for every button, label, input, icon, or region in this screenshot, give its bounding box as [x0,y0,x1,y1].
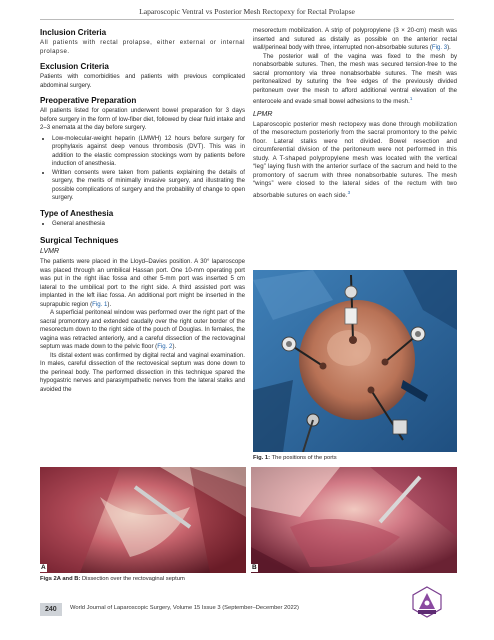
mesh-paragraph: mesorectum mobilization. A strip of polypropylene (3 × 20-cm) mesh was inserted and sutured as distally as possible on the anterior rectal wall/perineal body with three, interrupted non-absorbable sutures (Fig. 3). [253,27,457,51]
lvmr-paragraph-1: The patients were placed in the Lloyd–Davies position. A 30° laparoscope was placed through an umbilical Hassan port. One 10-mm operating port was put in the right iliac fossa and other 5-mm port was inserted 5 cm lateral to the umbilical port to the right side. A third assisted port was implanted in the left iliac fossa. An additional port might be inserted in the suprapubic region (Fig. 1). [40,258,245,308]
list-item: • Low-molecular-weight heparin (LMWH) 12 hours before surgery for prophylaxis against deep venous thrombosis (DVT). This was in addition to the elastic compression stockings worn by patients before induction of anesthesia. [52,135,245,169]
panel-a-label: A [41,564,46,571]
panel-b-label: B [252,564,257,571]
techniques-heading: Surgical Techniques [40,236,119,245]
exclusion-text: Patients with comorbidities and patients with previous complicated abdominal surgery. [40,73,245,89]
citation-1[interactable]: 1 [409,96,413,101]
inclusion-text: All patients with rectal prolapse, either external or internal prolapse. [40,39,245,55]
preop-text: All patients listed for operation underwent bowel preparation for 3 days before surgery in the form of low-fiber diet, followed by clear fluid intake and 2–3 enemata at the day before surgery. [40,107,245,131]
page-number: 240 [40,603,62,616]
lpmr-paragraph: Laparoscopic posterior mesh rectopexy was done through mobilization of the mesorectum posteriorly from the sacral promontory to the pelvic floor. Lateral stalks were not divided. Bowel resection and circumferential division of the peritoneum were not performed in this study. A T-shaped polypropylene mesh was located with the vertical “leg” laying flush with the anterior surface of the sacrum and held to the promontory of sacrum with three nonabsorbable sutures. The mesh “wings” were closed to the lateral sides of the rectum with two absorbable sutures on each side.$^3$ [253,120,457,199]
figure-2-photos [40,467,457,573]
anesthesia-list [40,220,245,229]
inclusion-heading: Inclusion Criteria [40,28,107,37]
fig3-link[interactable]: Fig. 3 [431,44,448,51]
vagina-paragraph: The posterior wall of the vagina was fixed to the mesh by nonabsorbable sutures. Then, the mesh was secured tension-free to the sacral promontory via three nonabsorbable sutures. The mesh was peritonealized by suturing the free edges of the previously divided peritoneum over the mesh to afford additional ventral elevation of the enterocele and evade small bowel adhesions to the mesh.$^1$ [253,52,457,106]
lvmr-paragraph-3: Its distal extent was confirmed by digital rectal and vaginal examination. In males, careful dissection of the rectovesical septum was done down to the perineal body. The performed dissection in this technique spared the hypogastric nerves and parasympathetic nerves from the lateral stalks and avoided the [40,351,245,393]
figure-1-caption: Fig. 1: The positions of the ports [253,455,337,461]
list-item: • Written consents were taken from patients explaining the details of surgery, the merits of minimally invasive surgery, and illustrating the possible complications of surgery and the probability of change to open surgery. [52,169,245,203]
figure-2-caption: Figs 2A and B: Dissection over the rectovaginal septum [40,576,185,582]
publisher-logo-icon [407,585,447,619]
citation-3[interactable]: 3 [347,189,351,195]
running-title: Laparoscopic Ventral vs Posterior Mesh Rectopexy for Rectal Prolapse [139,7,355,16]
preop-heading: Preoperative Preparation [40,96,137,105]
anesthesia-heading: Type of Anesthesia [40,208,114,218]
left-column [40,27,245,394]
exclusion-heading: Exclusion Criteria [40,62,109,71]
header-rule [40,19,454,20]
figure-1-photo [253,270,457,452]
fig2-link[interactable]: Fig. 2 [157,343,173,350]
preop-list [40,135,245,203]
lpmr-subheading: LPMR [253,110,273,118]
lvmr-paragraph-2: A superficial peritoneal window was performed over the right part of the sacral promontory and extended caudally over the right outer border of the mesorectum down to the right side of the pouch of Douglas. In females, the vagina was retracted anteriorly, and a careful dissection of the rectovaginal septum was made down to the pelvic floor (Fig. 2). [40,309,245,350]
fig1-link[interactable]: Fig. 1 [92,300,108,308]
list-item: • General anesthesia [52,220,245,229]
journal-citation: World Journal of Laparoscopic Surgery, Volume 15 Issue 3 (September–December 2022) [70,605,299,611]
lvmr-subheading: LVMR [40,248,60,255]
right-column [253,27,457,200]
page-footer [40,603,457,617]
